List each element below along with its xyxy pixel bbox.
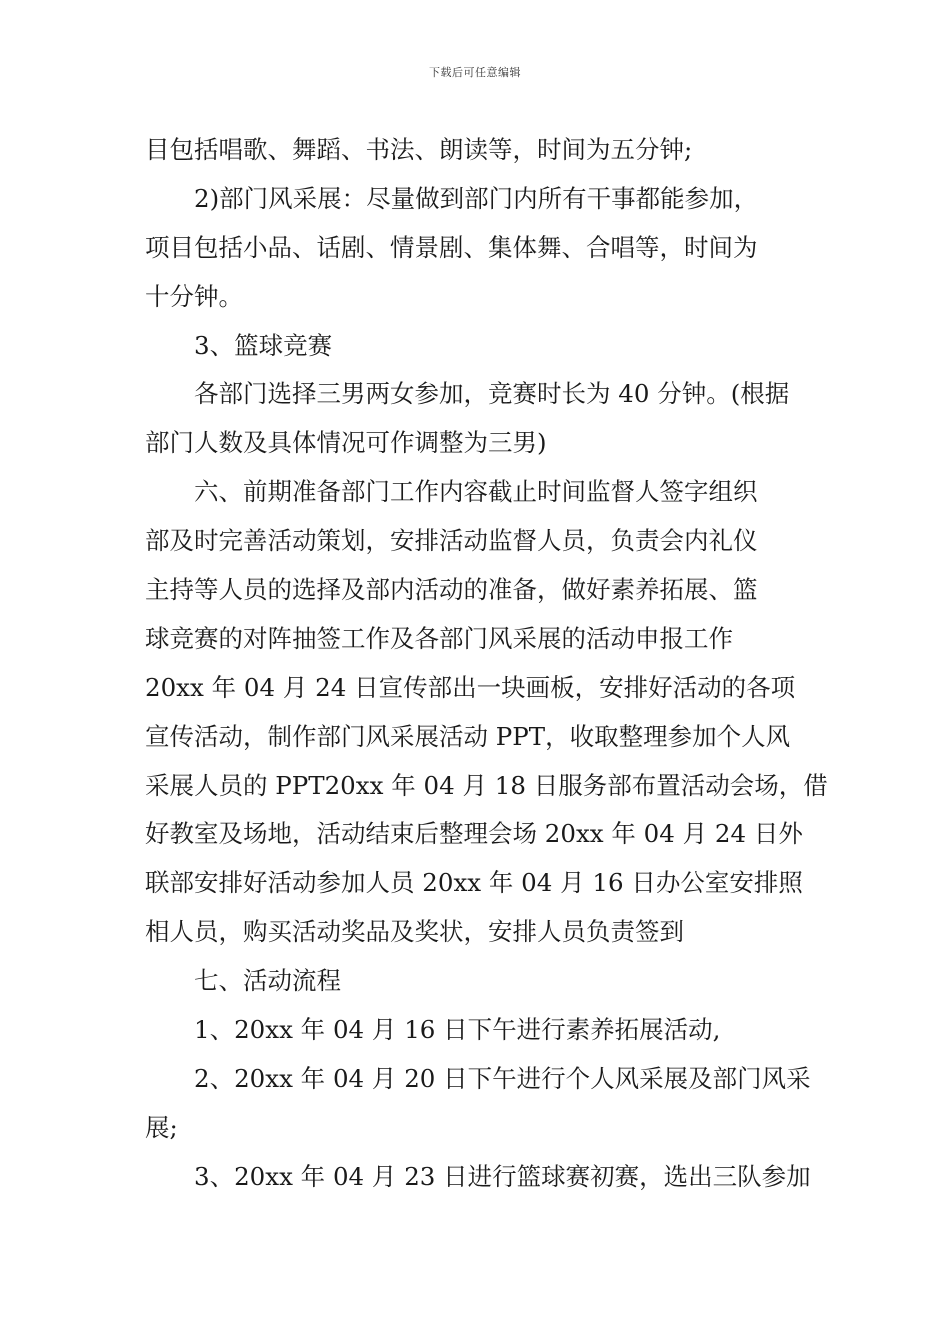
body-line: 部门人数及具体情况可作调整为三男) <box>145 428 547 458</box>
body-line: 展; <box>145 1112 178 1142</box>
body-line: 联部安排好活动参加人员 20xx 年 04 月 16 日办公室安排照 <box>145 868 803 898</box>
body-line: 各部门选择三男两女参加，竞赛时长为 40 分钟。(根据 <box>194 379 790 409</box>
body-line: 相人员，购买活动奖品及奖状，安排人员负责签到 <box>145 917 684 947</box>
body-line: 部及时完善活动策划，安排活动监督人员，负责会内礼仪 <box>145 526 758 556</box>
body-line: 20xx 年 04 月 24 日宣传部出一块画板，安排好活动的各项 <box>145 672 796 702</box>
body-line: 六、前期准备部门工作内容截止时间监督人签字组织 <box>194 477 758 507</box>
body-line: 主持等人员的选择及部内活动的准备，做好素养拓展、篮 <box>145 575 758 605</box>
page-header-note: 下载后可任意编辑 <box>429 66 521 79</box>
body-line: 十分钟。 <box>145 281 243 311</box>
body-line: 3、篮球竞赛 <box>194 330 333 360</box>
body-line: 宣传活动，制作部门风采展活动 PPT，收取整理参加个人风 <box>145 721 791 751</box>
body-line: 2)部门风采展：尽量做到部门内所有干事都能参加， <box>194 183 759 213</box>
body-line: 3、20xx 年 04 月 23 日进行篮球赛初赛，选出三队参加 <box>194 1161 811 1191</box>
body-line: 采展人员的 PPT20xx 年 04 月 18 日服务部布置活动会场，借 <box>145 770 828 800</box>
document-body <box>145 126 828 1202</box>
body-line: 目包括唱歌、舞蹈、书法、朗读等，时间为五分钟; <box>145 135 693 164</box>
body-line: 1、20xx 年 04 月 16 日下午进行素养拓展活动, <box>194 1015 721 1045</box>
body-line: 七、活动流程 <box>194 966 341 996</box>
body-line: 球竞赛的对阵抽签工作及各部门风采展的活动申报工作 <box>145 623 733 653</box>
body-line: 2、20xx 年 04 月 20 日下午进行个人风采展及部门风采 <box>194 1063 811 1093</box>
body-line: 好教室及场地，活动结束后整理会场 20xx 年 04 月 24 日外 <box>145 819 803 849</box>
body-line: 项目包括小品、话剧、情景剧、集体舞、合唱等，时间为 <box>145 232 758 262</box>
